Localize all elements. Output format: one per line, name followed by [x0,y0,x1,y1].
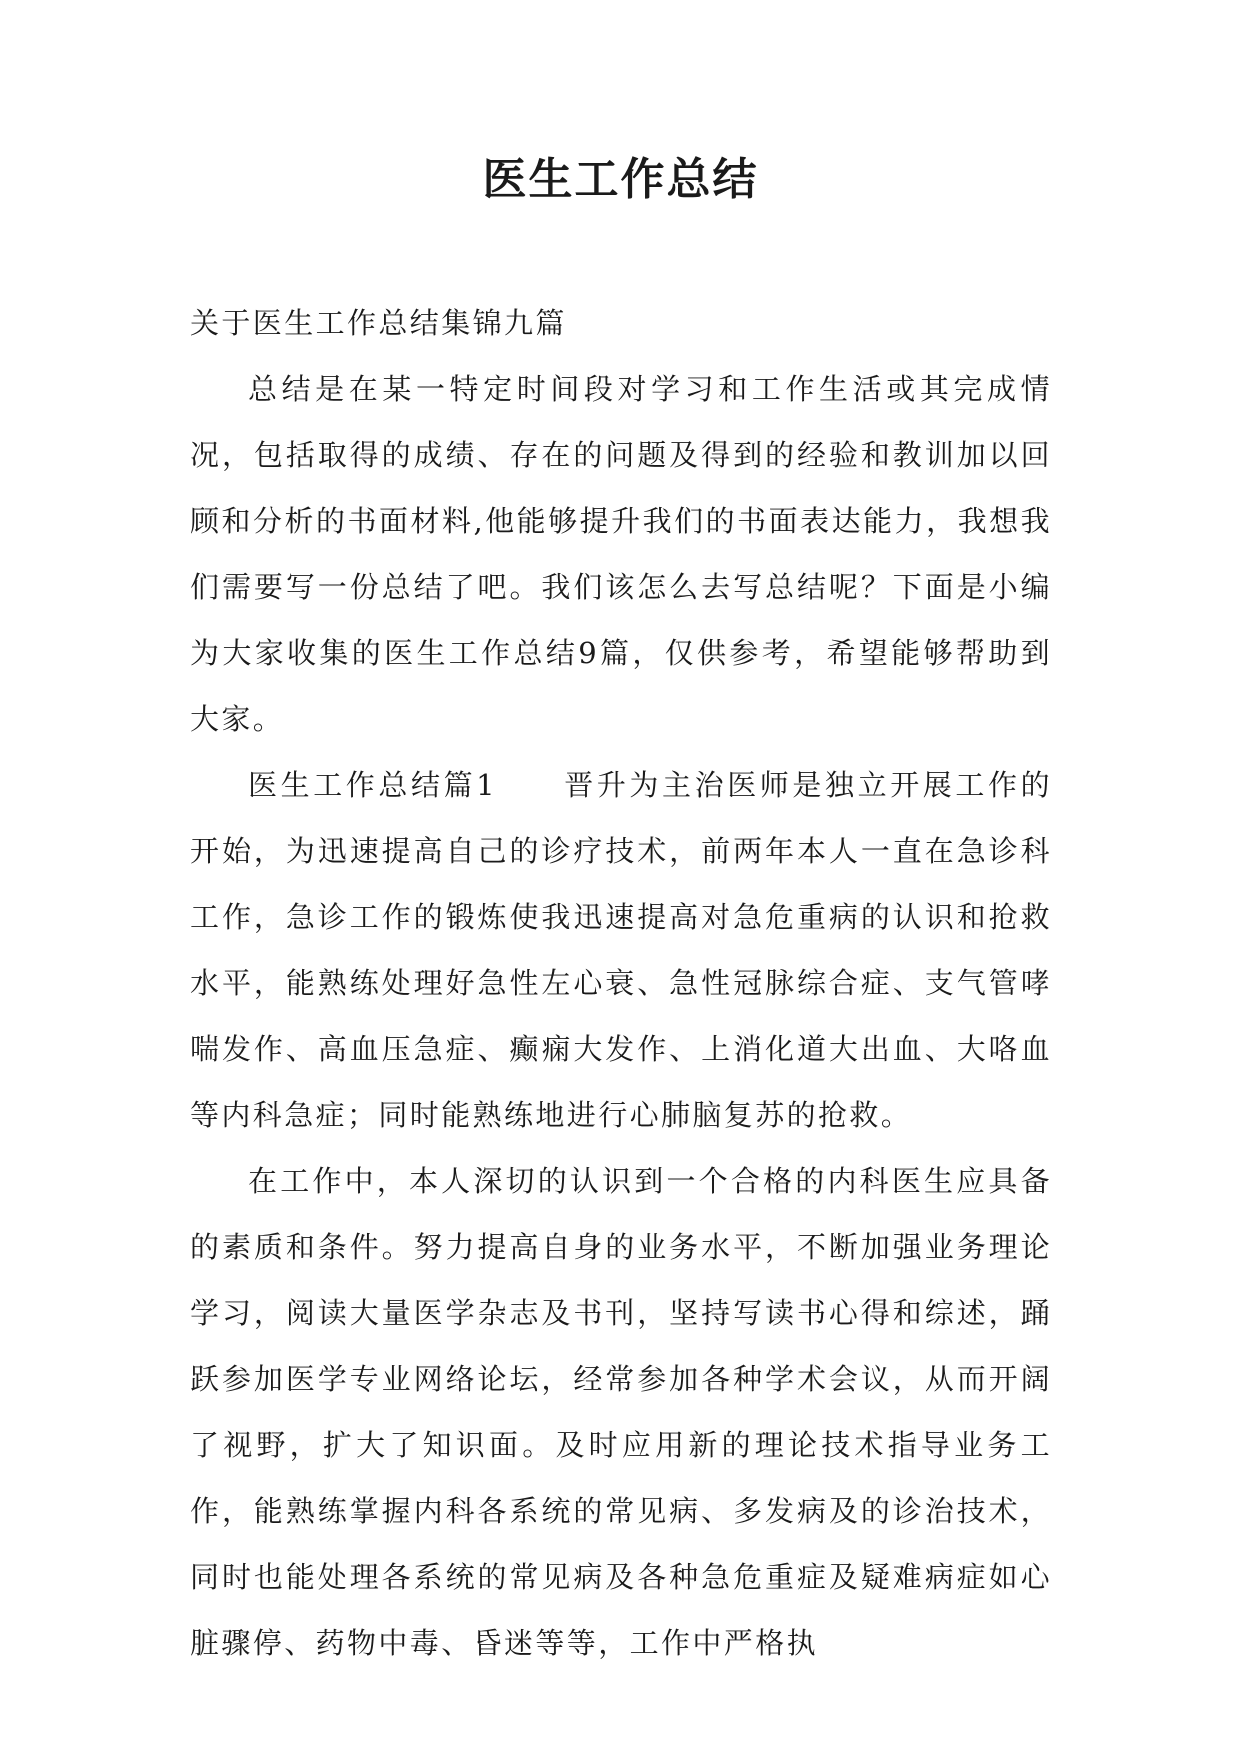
document-title: 医生工作总结 [482,154,759,205]
section1-paragraph-1-text: 晋升为主治医师是独立开展工作的开始，为迅速提高自己的诊疗技术，前两年本人一直在急诊科工作，急诊工作的锻炼使我迅速提高对急危重病的认识和抢救水平，能熟练处理好急性左心衰、急性冠脉综合症、支气管哮喘发作、高血压急症、癫痫大发作、上消化道大出血、大咯血等内科急症；同时能熟练地进行心肺脑复苏的抢救。 [190,768,1052,1132]
section1-heading: 医生工作总结篇1 [248,768,498,802]
document-subtitle: 关于医生工作总结集锦九篇 [190,306,567,340]
document-body [190,290,1052,1676]
section1-paragraph-2: 在工作中，本人深切的认识到一个合格的内科医生应具备的素质和条件。努力提高自身的业务水平，不断加强业务理论学习，阅读大量医学杂志及书刊，坚持写读书心得和综述，踊跃参加医学专业网络论坛，经常参加各种学术会议，从而开阔了视野，扩大了知识面。及时应用新的理论技术指导业务工作，能熟练掌握内科各系统的常见病、多发病及的诊治技术，同时也能处理各系统的常见病及各种急危重症及疑难病症如心脏骤停、药物中毒、昏迷等等，工作中严格执 [190,1164,1052,1660]
section1-paragraph-1 [190,752,1052,1148]
intro-paragraph: 总结是在某一特定时间段对学习和工作生活或其完成情况，包括取得的成绩、存在的问题及得到的经验和教训加以回顾和分析的书面材料,他能够提升我们的书面表达能力，我想我们需要写一份总结了吧。我们该怎么去写总结呢？下面是小编为大家收集的医生工作总结9篇，仅供参考，希望能够帮助到大家。 [190,372,1052,736]
